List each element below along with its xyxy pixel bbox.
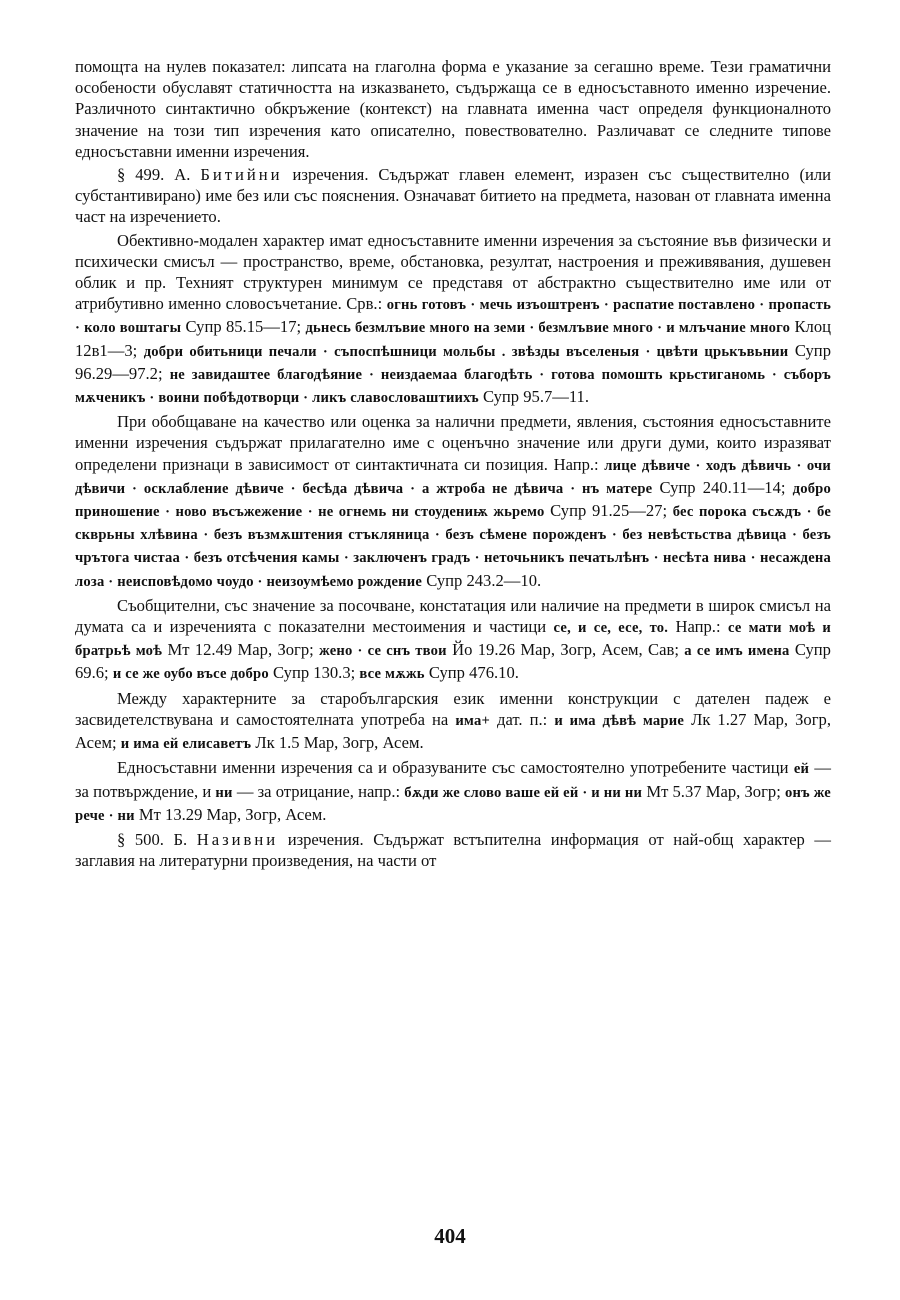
source-reference: Супр 130.3; xyxy=(273,663,356,683)
ocs-example: добро приношение · ново въсъжежение · не огнемь ни стоудениѭ жьремо xyxy=(75,480,831,521)
source-reference: Супр 240.11—14; xyxy=(659,477,786,497)
ocs-example: а се имъ имена xyxy=(684,643,790,660)
ocs-example: и има дѣвѣ марие xyxy=(554,712,685,729)
ocs-example: огнь готовъ · мечь изъоштренъ · распатие поставлено · пропасть · коло воштагы xyxy=(75,297,832,337)
particle-ei-meaning: — за потвърждение, и xyxy=(75,758,832,801)
ocs-example: жено · се снъ твои xyxy=(319,643,447,660)
evaluative-text: При обобщаване на качество или оценка за налични предмети, явления, състояния едносъставните именни изречения съдържат прилагателно име с оценъчно значение или други думи, които изразяват определени признаци в зависимост от синтактичната си позиция. Напр.: xyxy=(75,412,831,474)
particle-ni-meaning: — за отрицание, напр.: xyxy=(236,781,401,801)
source-reference: Супр 476.10. xyxy=(428,663,519,683)
dative-case-label: дат. п.: xyxy=(497,709,548,729)
dative-text: Между характерните за старобългарския език именни конструкции с дателен падеж е засвидетелствувана и самостоятелната употреба на xyxy=(75,688,831,729)
ima-construction: има+ xyxy=(455,712,490,729)
paragraph-dative xyxy=(75,688,831,756)
source-reference: Мт 13.29 Мар, Зогр, Асем. xyxy=(138,804,327,824)
paragraph-intro xyxy=(75,56,831,162)
section-499-term: Битийни xyxy=(200,165,283,185)
ocs-example: онъ же рече · ни xyxy=(75,784,831,824)
section-500-term: Називни xyxy=(196,829,279,849)
ocs-example: и има ей елисаветъ xyxy=(120,736,252,753)
particles-text: Едносъставни именни изречения са и образуваните със самостоятелно употребените частици xyxy=(117,758,789,778)
source-reference: Мт 5.37 Мар, Зогр; xyxy=(646,781,781,801)
source-reference: Супр 96.29—97.2; xyxy=(75,340,831,383)
ocs-example: бес порока съсѫдъ · бе скврьны хлѣвина · безъ възмѫштения стъкляница · безъ сѣмене порожденъ · без невѣстьства дѣвица · безъ чрътога чистаа · безъ отсѣчения камы · заключенъ градъ · неточьникъ печатьлѣнъ · несѣта нива · несаждена лоза · неисповѣдомо чоудо · неизоумѣемо рождение xyxy=(75,504,832,590)
ocs-example: не завидаштее благодѣяние · неиздаемаа благодѣть · готова помошть крьстиганомь · съборъ мѫченикъ · воини побѣдотворци · ликъ славословаштиихъ xyxy=(75,366,831,407)
particle-ei: ей xyxy=(793,761,810,778)
source-reference: Йо 19.26 Мар, Зогр, Асем, Сав; xyxy=(452,640,679,660)
source-reference: Супр 91.25—27; xyxy=(550,501,668,521)
source-reference: Супр 95.7—11. xyxy=(482,387,590,407)
paragraph-500 xyxy=(75,829,831,871)
source-reference: Супр 243.2—10. xyxy=(426,570,542,590)
paragraph-particles xyxy=(75,757,831,827)
page-number: 404 xyxy=(434,1224,466,1248)
page-body xyxy=(75,56,831,873)
napr-label: Напр.: xyxy=(675,617,721,637)
paragraph-intro-text: помощта на нулев показател: липсата на глаголна форма е указание за сегашно време. Тези граматични особености обуславят статичността на изказването, съдържаща се в едносъставното именно изречение. Различното синтактично обкръжение (контекст) на главната именна част определя функционалното значение на този тип изречения като описателно, повествователно. Различават се следните типове едносъставни именни изречения. xyxy=(75,57,831,161)
ocs-example: и се же оубо въсе добро xyxy=(112,666,269,683)
ocs-example: все мѫжь xyxy=(359,666,425,683)
ocs-example: се мати моѣ и братрьѣ моѣ xyxy=(75,620,831,660)
source-reference: Лк 1.5 Мар, Зогр, Асем. xyxy=(255,733,424,753)
section-500-text: изречения. Съдържат встъпителна информация от най-общ характер — заглавия на литературни произведения, на части от xyxy=(75,829,832,871)
source-reference: Супр 69.6; xyxy=(75,640,831,683)
demonstrative-particles: се, и се, есе, то. xyxy=(553,620,669,637)
ocs-example: добри обитьници печали · съпоспѣшници мольбы . звѣзды въселеныя · цвѣти црькъвьнии xyxy=(143,343,789,360)
objective-modal-text: Обективно-модален характер имат едносъставните именни изречения за състояние във физически и психически смисъл — пространство, време, обстановка, резултат, настроения и преживявания, душевен облик и пр. Техният структурен минимум се представя от абстрактно съществително име или от атрибутивно именно словосъчетание. Срв.: xyxy=(75,230,831,314)
ocs-example: лице дѣвиче · ходъ дѣвичь · очи дѣвичи · осклабление дѣвиче · бесѣда дѣвича · а жтроба не дѣвича · нъ матере xyxy=(75,457,831,497)
source-reference: Лк 1.27 Мар, Зогр, Асем; xyxy=(75,709,831,753)
ocs-example: дьнесь безмлъвие много на земи · безмлъвие много · и млъчание много xyxy=(305,320,791,337)
particle-ni: ни xyxy=(215,784,233,801)
paragraph-objective-modal xyxy=(75,230,831,410)
section-500-lead: § 500. Б. xyxy=(117,829,188,849)
source-reference: Мт 12.49 Мар, Зогр; xyxy=(167,640,314,660)
communicative-text: Съобщителни, със значение за посочване, констатация или наличие на предмети в широк смисъл на думата са и изреченията с показателни местоимения и частици xyxy=(75,595,831,637)
section-499-text: изречения. Съдържат главен елемент, изразен със съществително (или субстантивирано) име без или със пояснения. Означават битието на предмета, назован от главната именна част на изречението. xyxy=(75,165,832,227)
source-reference: Клоц 12в1—3; xyxy=(75,317,831,360)
paragraph-evaluative xyxy=(75,411,831,593)
ocs-example: бѫди же слово ваше ей ей · и ни ни xyxy=(404,784,643,801)
source-reference: Супр 85.15—17; xyxy=(185,317,302,337)
paragraph-communicative xyxy=(75,595,831,686)
section-499-lead: § 499. А. xyxy=(117,165,191,185)
paragraph-499 xyxy=(75,164,831,228)
